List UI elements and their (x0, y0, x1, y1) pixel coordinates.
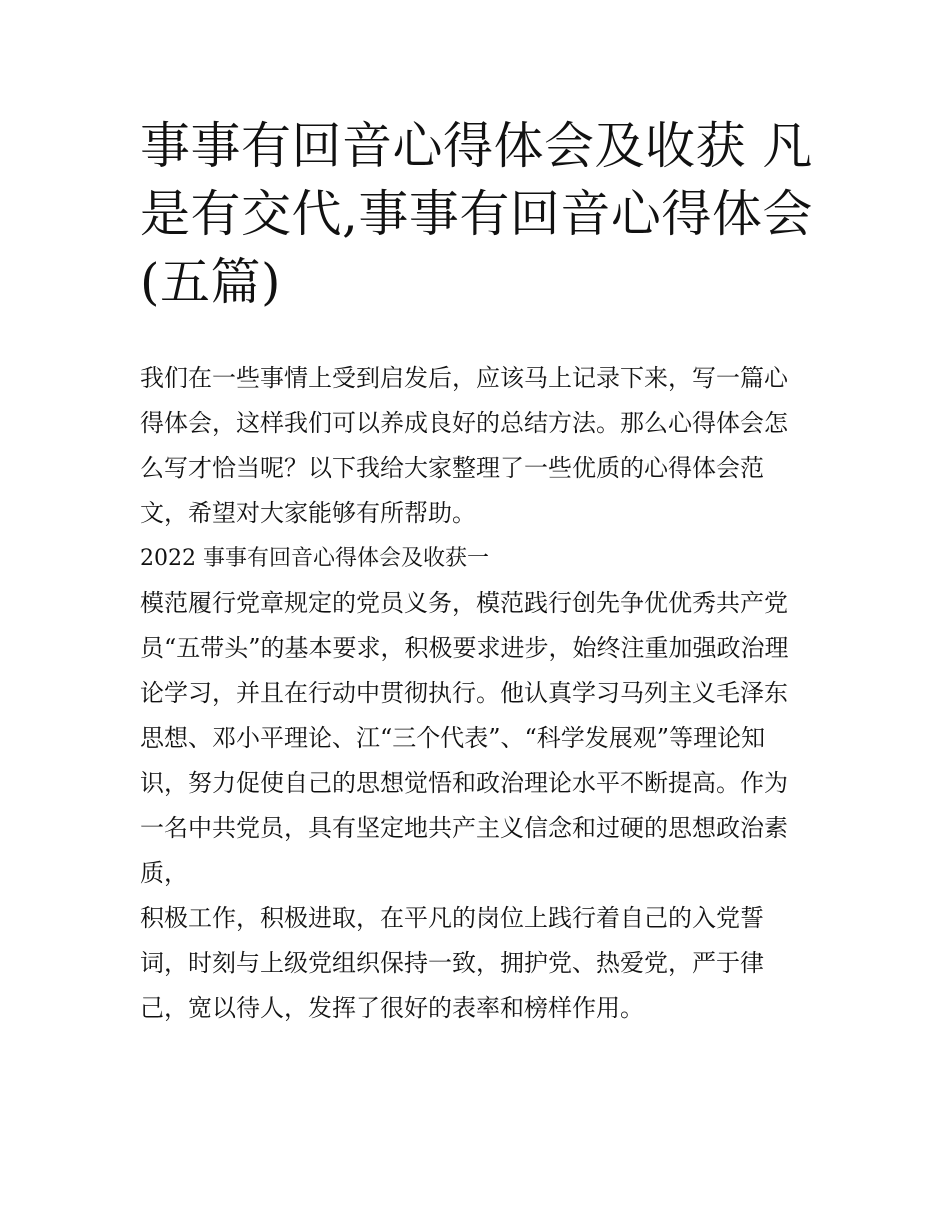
body-paragraph-1 (140, 581, 830, 896)
section-heading: 2022 事事有回音心得体会及收获一 (140, 546, 489, 571)
text-line: 么写才恰当呢？以下我给大家整理了一些优质的心得体会范 (140, 454, 764, 482)
text-line: 得体会，这样我们可以养成良好的总结方法。那么心得体会怎 (140, 409, 788, 437)
title-line: 事事有回音心得体会及收获 凡 (140, 117, 813, 175)
text-line: 模范履行党章规定的党员义务，模范践行创先争优优秀共产党 (140, 589, 788, 617)
text-line: 我们在一些事情上受到启发后，应该马上记录下来，写一篇心 (140, 364, 788, 392)
text-line: 己，宽以待人，发挥了很好的表率和榜样作用。 (140, 994, 644, 1022)
text-line: 思想、邓小平理论、江“三个代表”、“科学发展观”等理论知 (140, 724, 766, 752)
document-body (140, 356, 830, 1031)
text-line: 词，时刻与上级党组织保持一致，拥护党、热爱党，严于律 (140, 949, 764, 977)
text-line: 质， (140, 859, 188, 887)
intro-paragraph (140, 356, 830, 536)
text-line: 识，努力促使自己的思想觉悟和政治理论水平不断提高。作为 (140, 769, 788, 797)
body-paragraph-2 (140, 896, 830, 1031)
text-line: 论学习，并且在行动中贯彻执行。他认真学习马列主义毛泽东 (140, 679, 788, 707)
title-line: (五篇) (140, 253, 282, 311)
text-line: 员“五带头”的基本要求，积极要求进步，始终注重加强政治理 (140, 634, 789, 662)
text-line: 积极工作，积极进取，在平凡的岗位上践行着自己的入党誓 (140, 904, 764, 932)
document-title (140, 112, 820, 316)
text-line: 一名中共党员，具有坚定地共产主义信念和过硬的思想政治素 (140, 814, 788, 842)
title-line: 是有交代,事事有回音心得体会 (140, 185, 813, 243)
text-line: 文，希望对大家能够有所帮助。 (140, 499, 476, 527)
